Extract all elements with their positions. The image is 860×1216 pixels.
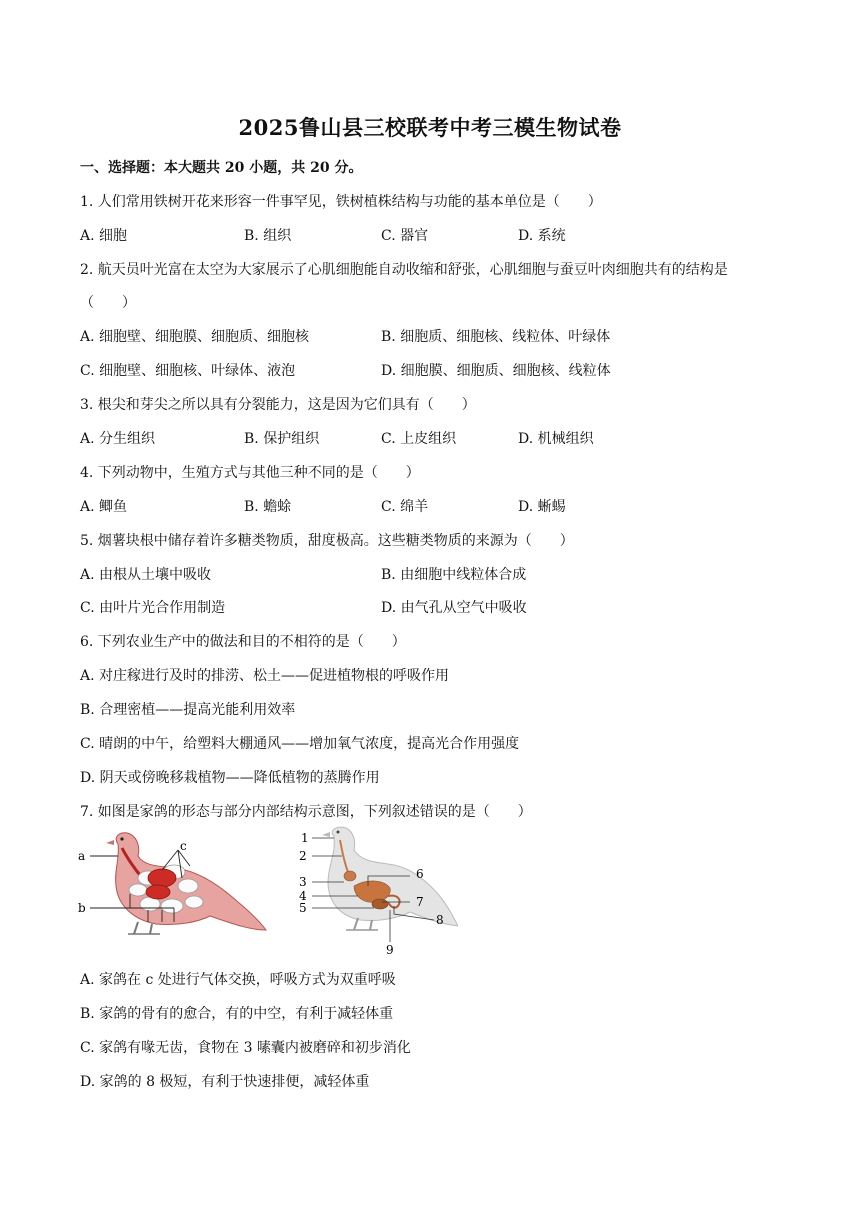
q5-option-a: A. 由根从土壤中吸收: [80, 567, 212, 583]
section-heading: 一、选择题：本大题共 20 小题，共 20 分。: [80, 160, 363, 176]
q4-option-c: C. 绵羊: [381, 499, 429, 515]
q7-option-c: C. 家鸽有喙无齿，食物在 3 嗉囊内被磨碎和初步消化: [80, 1040, 411, 1056]
q6-option-c: C. 晴朗的中午，给塑料大棚通风——增加氧气浓度，提高光合作用强度: [80, 736, 520, 752]
label-8: 8: [436, 913, 444, 927]
label-5: 5: [299, 901, 307, 915]
label-4: 4: [299, 889, 307, 903]
q4-option-a: A. 鲫鱼: [80, 499, 128, 515]
document-title: 2025鲁山县三校联考中考三模生物试卷: [238, 115, 622, 140]
question-6-stem: 6. 下列农业生产中的做法和目的不相符的是（ ）: [80, 634, 406, 650]
label-7: 7: [416, 895, 424, 909]
label-1: 1: [301, 831, 309, 845]
q4-option-d: D. 蜥蜴: [518, 499, 566, 515]
q6-option-a: A. 对庄稼进行及时的排涝、松土——促进植物根的呼吸作用: [80, 668, 450, 684]
q7-option-d: D. 家鸽的 8 极短，有利于快速排便，减轻体重: [80, 1074, 370, 1090]
q3-option-b: B. 保护组织: [244, 431, 320, 447]
q3-option-c: C. 上皮组织: [381, 431, 457, 447]
q2-option-a: A. 细胞壁、细胞膜、细胞质、细胞核: [80, 329, 310, 345]
pigeon-diagram: [78, 826, 458, 958]
question-2-stem-cont: （ ）: [80, 295, 136, 311]
q6-option-d: D. 阴天或傍晚移栽植物——降低植物的蒸腾作用: [80, 770, 380, 786]
q4-option-b: B. 蟾蜍: [244, 499, 292, 515]
question-4-stem: 4. 下列动物中，生殖方式与其他三种不同的是（ ）: [80, 465, 420, 481]
q5-option-c: C. 由叶片光合作用制造: [80, 600, 226, 616]
q1-option-c: C. 器官: [381, 228, 429, 244]
q2-option-d: D. 细胞膜、细胞质、细胞核、线粒体: [381, 363, 611, 379]
q7-option-a: A. 家鸽在 c 处进行气体交换，呼吸方式为双重呼吸: [80, 972, 396, 988]
label-9: 9: [386, 943, 394, 957]
q3-option-a: A. 分生组织: [80, 431, 156, 447]
label-2: 2: [299, 849, 307, 863]
q6-option-b: B. 合理密植——提高光能利用效率: [80, 702, 296, 718]
label-c: c: [180, 839, 187, 853]
label-6: 6: [416, 867, 424, 881]
q1-option-b: B. 组织: [244, 228, 292, 244]
question-7-stem: 7. 如图是家鸽的形态与部分内部结构示意图，下列叙述错误的是（ ）: [80, 804, 532, 820]
q5-option-b: B. 由细胞中线粒体合成: [381, 567, 527, 583]
question-5-stem: 5. 烟薯块根中储存着许多糖类物质，甜度极高。这些糖类物质的来源为（ ）: [80, 533, 574, 549]
q2-option-b: B. 细胞质、细胞核、线粒体、叶绿体: [381, 329, 611, 345]
q1-option-d: D. 系统: [518, 228, 566, 244]
q1-option-a: A. 细胞: [80, 228, 128, 244]
pigeon-left-illustration: [90, 833, 266, 934]
q2-option-c: C. 细胞壁、细胞核、叶绿体、液泡: [80, 363, 296, 379]
q3-option-d: D. 机械组织: [518, 431, 594, 447]
pigeon-figure: [78, 826, 458, 958]
question-3-stem: 3. 根尖和芽尖之所以具有分裂能力，这是因为它们具有（ ）: [80, 397, 476, 413]
q7-option-b: B. 家鸽的骨有的愈合，有的中空，有利于减轻体重: [80, 1006, 394, 1022]
q5-option-d: D. 由气孔从空气中吸收: [381, 600, 527, 616]
label-a: a: [78, 849, 86, 863]
label-b: b: [78, 901, 86, 915]
question-2-stem: 2. 航天员叶光富在太空为大家展示了心肌细胞能自动收缩和舒张，心肌细胞与蚕豆叶肉细胞共有的结构是: [80, 262, 728, 278]
label-3: 3: [299, 875, 307, 889]
question-1-stem: 1. 人们常用铁树开花来形容一件事罕见，铁树植株结构与功能的基本单位是（ ）: [80, 194, 602, 210]
